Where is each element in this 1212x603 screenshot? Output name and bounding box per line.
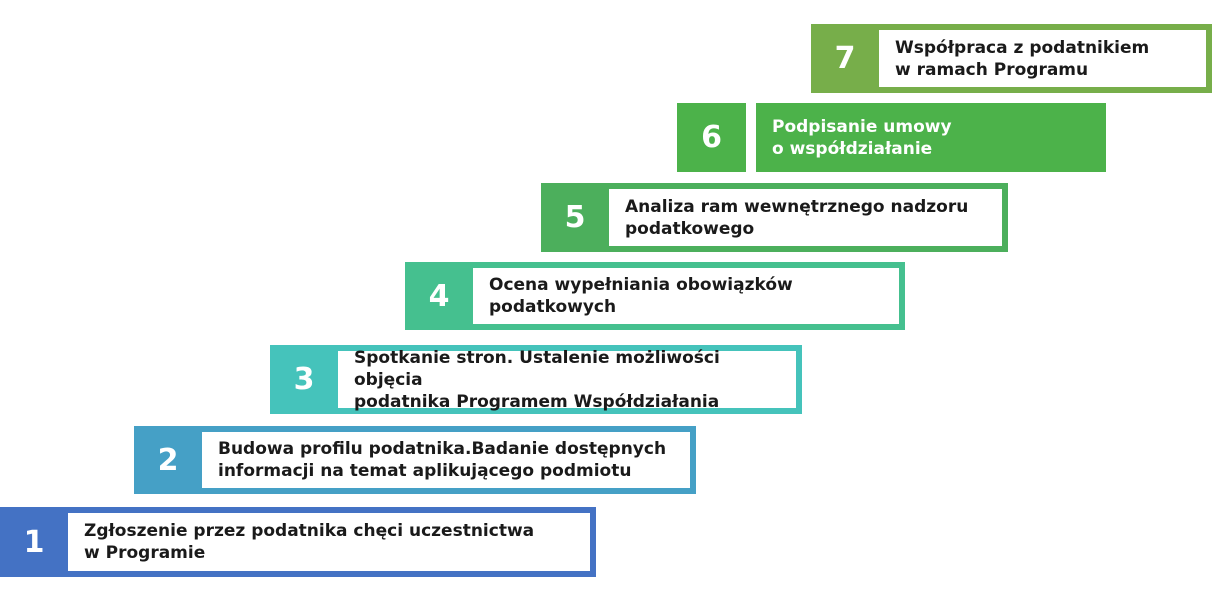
step-number: 1 [23, 524, 45, 560]
step-number: 5 [564, 200, 586, 235]
step-label: Podpisanie umowy o współdziałanie [772, 116, 952, 159]
step-label: Współpraca z podatnikiem w ramach Programu [895, 37, 1150, 80]
step-label: Zgłoszenie przez podatnika chęci uczestnictwa w Programie [84, 521, 535, 563]
step-7 [811, 24, 1212, 93]
step-label: Ocena wypełniania obowiązków podatkowych [489, 275, 793, 317]
step-6 [677, 103, 1106, 172]
step-2 [134, 426, 696, 494]
step-label-box [68, 513, 590, 571]
step-4 [405, 262, 905, 330]
step-label-box [756, 103, 1106, 172]
step-label: Spotkanie stron. Ustalenie możliwości objęcia podatnika Programem Współdziałania [354, 347, 720, 412]
step-label-box [609, 189, 1002, 246]
step-label-box [202, 432, 690, 488]
step-label-box [879, 30, 1206, 87]
step-1 [0, 507, 596, 577]
step-label: Budowa profilu podatnika.Badanie dostępnych informacji na temat aplikującego podmiotu [218, 439, 667, 481]
step-5 [541, 183, 1008, 252]
step-label-box [473, 268, 899, 324]
step-3 [270, 345, 802, 414]
step-number: 6 [677, 103, 746, 172]
step-number: 3 [293, 362, 315, 397]
step-label: Analiza ram wewnętrznego nadzoru podatkowego [625, 196, 969, 239]
step-number: 7 [834, 41, 856, 76]
step-label-box [338, 347, 796, 412]
step-number: 4 [428, 278, 450, 314]
step-number: 2 [157, 442, 179, 478]
